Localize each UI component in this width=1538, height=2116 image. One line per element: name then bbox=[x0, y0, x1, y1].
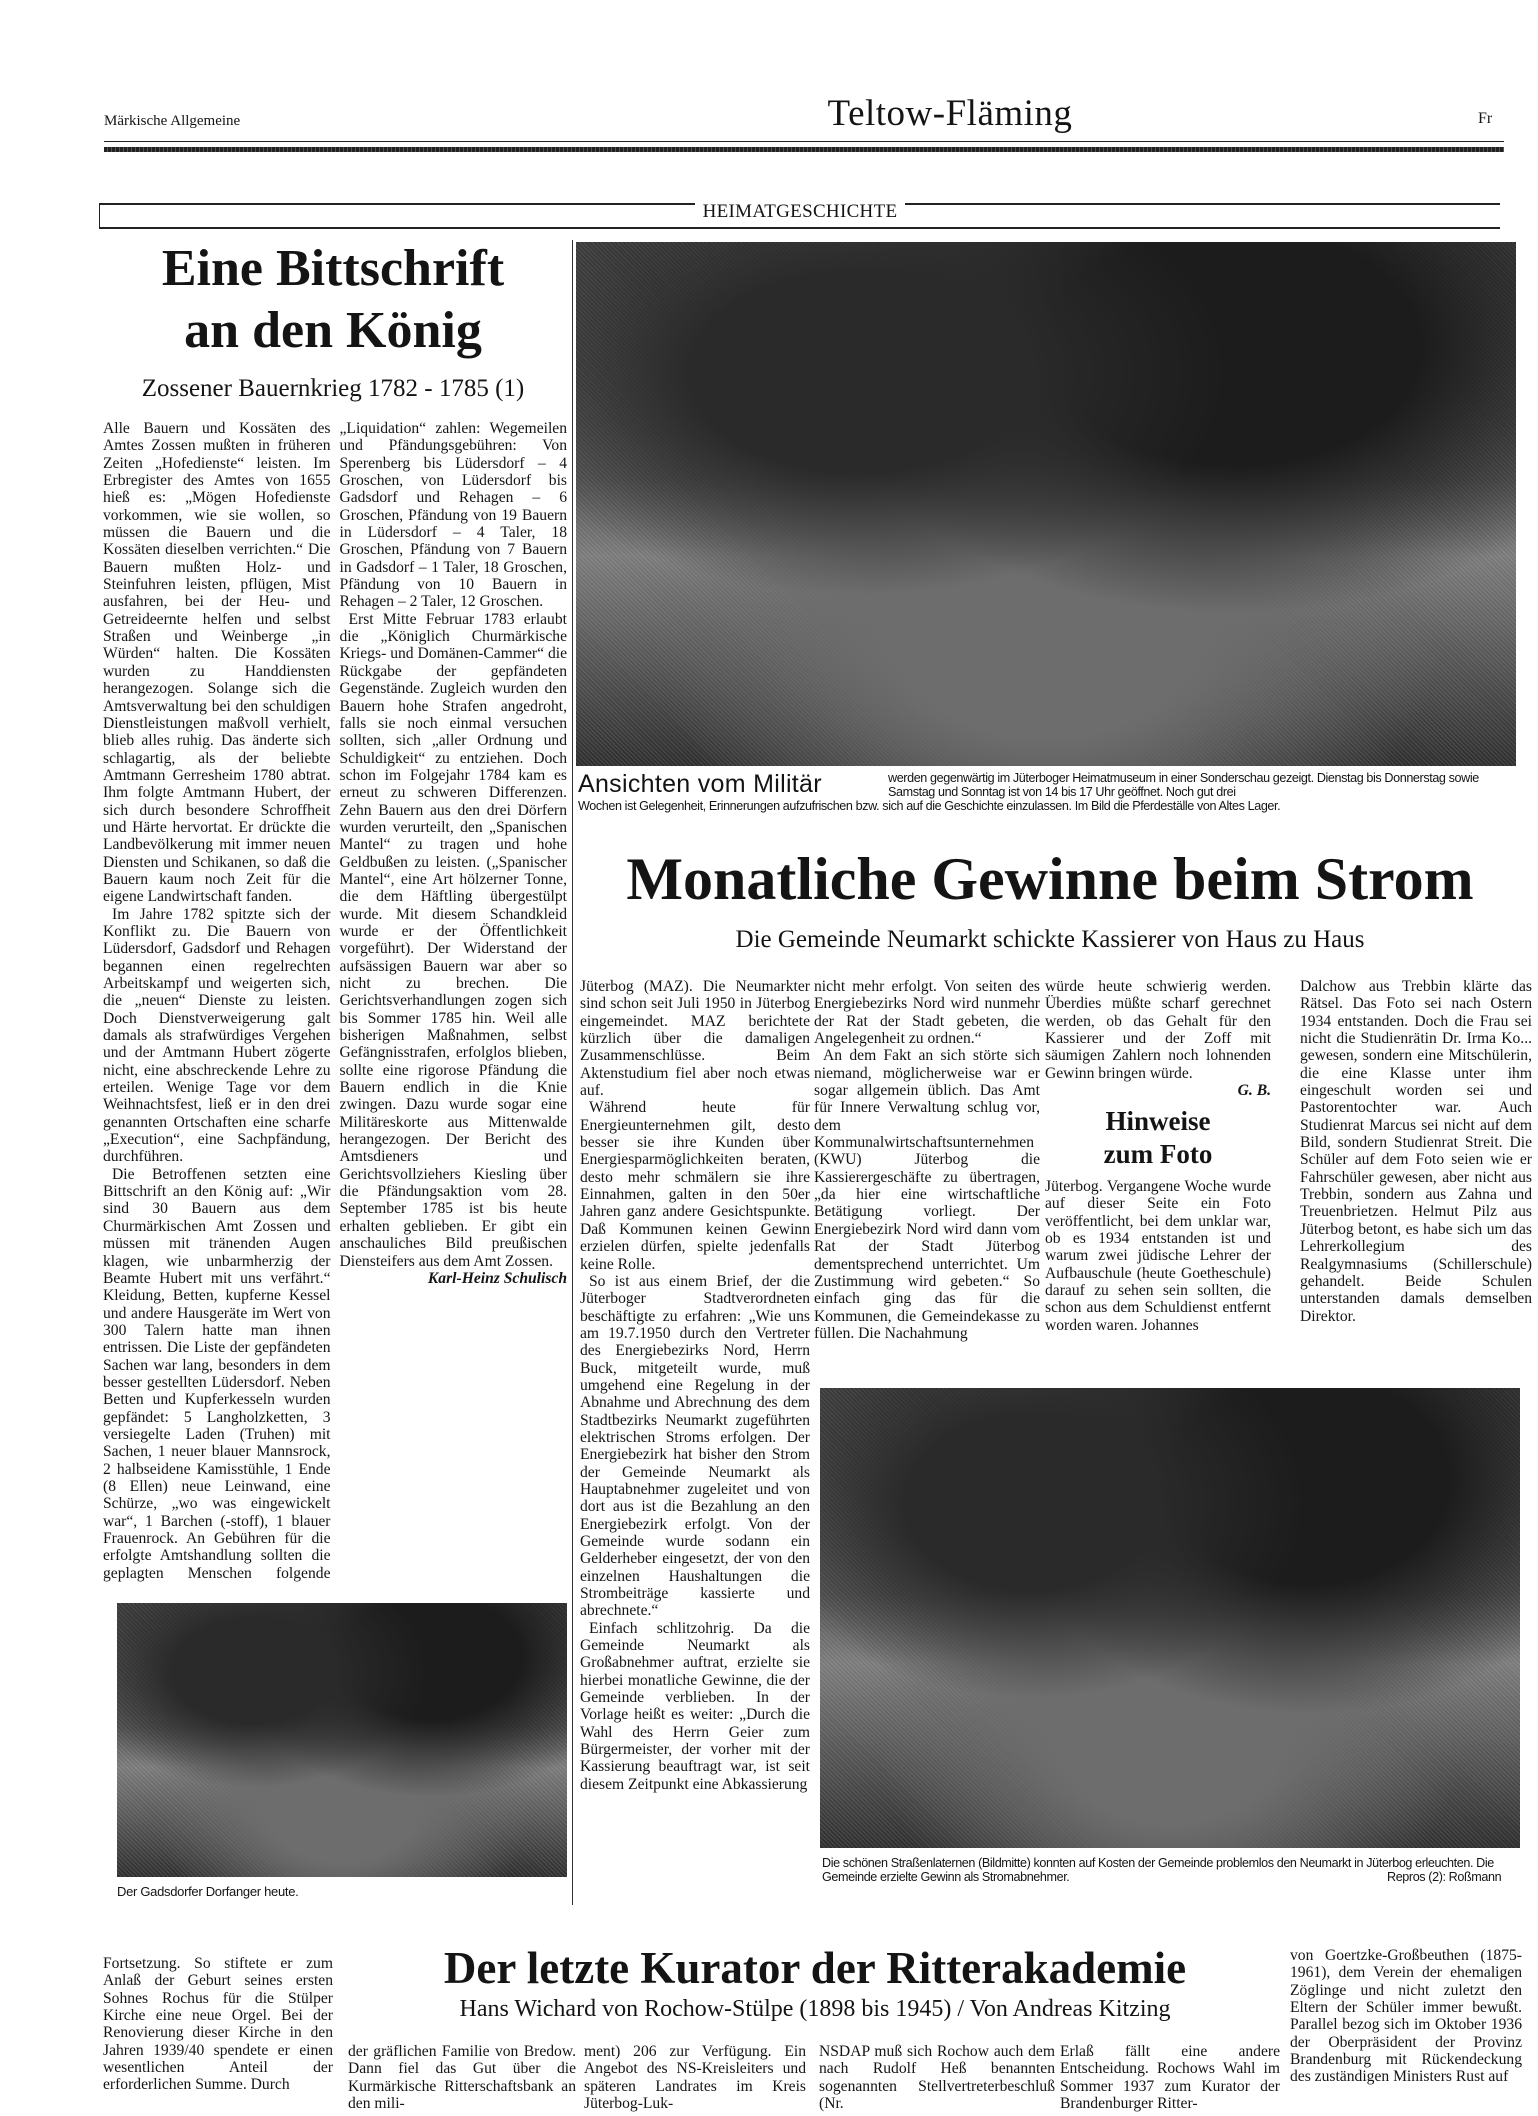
article3-column-5 bbox=[1060, 2043, 1280, 2112]
paragraph: Einfach schlitzohrig. Da die Gemeinde Neumarkt als Großabnehmer auftrat, erzielte sie hierbei monatliche Gewinne, die der Gemeinde verblieben. In der Vorlage heißt es weiter: „Durch die Wahl des Herrn Geier zum Bürgermeister, der vorher mit der Kassierung beauftragt war, ist seit diesem Zeitpunkt eine Abkassierung bbox=[580, 1619, 810, 1793]
article3-subtitle: Hans Wichard von Rochow-Stülpe (1898 bis 1945) / Von Andreas Kitzing bbox=[459, 1996, 1171, 2022]
article3-headline: Der letzte Kurator der Ritterakademie bbox=[443, 1943, 1187, 1993]
paragraph: Im Jahre 1782 spitzte sich der Konflikt zu. Die Bauern von Lüdersdorf, Gadsdorf und Rehagen begannen einen regelrechten Arbeitskampf und weigerten sich, die „neuen“ Dienste zu leisten. Doch Dienstverweigerung galt damals als strafwürdiges Vergehen und der Amtmann Hubert zögerte nicht, eine abschreckende Lehre zu erteilen. Wenige Tage vor dem Weihnachtsfest, ließ er in den drei genannten Ortschaften eine scharfe „Execution“, eine Sachpfändung, durchführen. bbox=[103, 905, 331, 1166]
article2-column-1 bbox=[580, 978, 810, 1793]
article3-column-2 bbox=[348, 2043, 576, 2112]
paragraph: von Goertzke-Großbeuthen (1875-1961), dem Verein der ehemaligen Zöglinge und nicht zuletzt den Eltern der Schüler immer bewußt. Parallel bezog sich im Oktober 1936 der Oberpräsident der Provinz Brandenburg mit Rückendeckung des zuständigen Ministers Rust auf bbox=[1290, 1947, 1522, 2086]
photo-caption-text: Wochen ist Gelegenheit, Erinnerungen aufzufrischen bzw. sich auf die Geschichte einzulassen. Im Bild die Pferdeställe von Altes Lager. bbox=[578, 799, 1281, 813]
article2-author: G. B. bbox=[1237, 1082, 1271, 1100]
article3-column-3 bbox=[584, 2043, 806, 2112]
paragraph: Während heute für Energieunternehmen gilt, desto besser sie ihre Kunden über Energiesparmöglichkeiten beraten, desto mehr schmälern sie ihre Einnahmen, galten in den 50er Jahren ganz andere Gesichtspunkte. Daß Kommunen keinen Gewinn erzielen dürfen, spielte jedenfalls keine Rolle. bbox=[580, 1099, 810, 1273]
article3-column-6 bbox=[1290, 1947, 1522, 2086]
photo-street-lanterns bbox=[820, 1388, 1520, 1848]
article1-subtitle: Zossener Bauernkrieg 1782 - 1785 (1) bbox=[141, 375, 525, 402]
photo-caption-text: werden gegenwärtig im Jüterboger Heimatmuseum in einer Sonderschau gezeigt. Dienstag bis Donnerstag sowie Samstag und Sonntag ist von 14 bis 17 Uhr geöffnet. Noch gut drei bbox=[888, 771, 1479, 799]
article1-author: Karl-Heinz Schulisch bbox=[427, 1269, 567, 1287]
paragraph: An dem Fakt an sich störte sich niemand, möglicherweise war er sogar allgemein üblich. Das Amt für Innere Verwaltung schlug vor, dem Kommunalwirtschaftsunternehmen (KWU) Jüterbog die Kassierergeschäfte zu übertragen, „da hier eine wirtschaftliche Betätigung vorliegt. Der Energiebezirk Nord wird dann vom Rat der Stadt Jüterbog dementsprechend unterrichtet. Um Zustimmung wird gebeten.“ So einfach ging das für die Kommunen, die Gemeindekasse zu füllen. Die Nachahmung bbox=[814, 1047, 1040, 1342]
article1-body bbox=[103, 420, 567, 1592]
masthead-date-fragment: Fr bbox=[1478, 110, 1493, 127]
article1-headline bbox=[103, 238, 563, 362]
photo-caption: Der Gadsdorfer Dorfanger heute. bbox=[117, 1884, 299, 1899]
section-label: HEIMATGESCHICHTE bbox=[695, 201, 906, 222]
notice-body bbox=[1045, 1178, 1271, 1334]
paragraph: nicht mehr erfolgt. Von seiten des Energiebezirks Nord wird nunmehr der Rat der Stadt gebeten, die Angelegenheit zu ordnen.“ bbox=[814, 978, 1040, 1048]
paragraph: Die Betroffenen setzten eine Bittschrift an den König auf: „Wir sind 30 Bauern aus dem Churmärkischen Amt Zossen und müssen mit tränenden Augen klagen, wie unbarmherzig der Beamte Hubert mit uns verfährt.“ Kleidung, Betten, kupferne Kessel und andere Hausgeräte im Wert von 300 Talern hatte man ihnen entrissen. Die Liste der gepfändeten Sachen war lang, besonders in dem besser gestellten Lüdersdorf. Neben Betten und Kupferkesseln wurden gepfändet: 5 Langholzketten, 3 versiegelte Laden (Truhen) mit Sachen, 1 neuer blauer Mannsrock, 2 halbseidene Kamisstühle, 1 Ende (8 Ellen) neue Leinwand, eine Schürze, „wo was eingewickelt war“, 1 Barchen (-stoff), 1 blauer Frauenrock. An Gebühren für die erfolgte Amtshandlung sollten die geplagten Menschen folgende „Liquidation“ zahlen: Wegemeilen und Pfändungsgebühren: Von Sperenberg bis Lüdersdorf – 4 Groschen, von Lüdersdorf bis Gadsdorf und Rehagen – 6 Groschen, Pfändung von 19 Bauern in Lüdersdorf – 4 Taler, 18 Groschen, Pfändung von 7 Bauern in Gadsdorf – 1 Taler, 18 Groschen, Pfändung von 10 Bauern in Rehagen – 2 Taler, 12 Groschen. bbox=[103, 420, 567, 1582]
masthead-thick-rule bbox=[104, 147, 1504, 152]
column-divider bbox=[572, 240, 573, 1905]
photo-gadsdorf-village-green bbox=[117, 1603, 567, 1877]
photo-caption-title: Ansichten vom Militär bbox=[578, 770, 822, 798]
article3-column-1 bbox=[103, 1955, 333, 2094]
headline-line2: an den König bbox=[184, 302, 482, 359]
paragraph: der gräflichen Familie von Bredow. Dann fiel das Gut über die Kurmärkische Ritterschaftsbank an den mili- bbox=[348, 2043, 576, 2113]
photo-credit: Repros (2): Roßmann bbox=[1387, 1870, 1502, 1884]
paragraph: würde heute schwierig werden. Überdies müßte scharf gerechnet werden, ob das Gehalt für den Kassierer und der Zoff mit säumigen Zahlern noch lohnenden Gewinn bringen würde. bbox=[1045, 978, 1271, 1082]
article3-column-4 bbox=[819, 2043, 1055, 2112]
article2-headline: Monatliche Gewinne beim Strom bbox=[626, 846, 1474, 912]
notice-body-continued bbox=[1300, 978, 1532, 1325]
notice-headline-line2: zum Foto bbox=[1103, 1139, 1213, 1169]
masthead-rule bbox=[104, 141, 1504, 142]
paragraph: Jüterbog. Vergangene Woche wurde auf dieser Seite ein Foto veröffentlicht, bei dem unklar war, ob es 1934 entstanden ist und warum zwei jüdische Lehrer der Aufbauschule (heute Goetheschule) darauf zu sehen sein sollten, die schon aus dem Schuldienst entfernt worden waren. Johannes bbox=[1045, 1178, 1271, 1334]
paragraph: Dalchow aus Trebbin klärte das Rätsel. Das Foto sei nach Ostern 1934 entstanden. Doch die Frau sei nicht die Studienrätin Dr. Irma Ko... gewesen, sondern eine Mitschülerin, die eine Klasse unter ihm eingeschult worden sei und Pastorentochter war. Auch Studienrat Marcus sei nicht auf dem Bild, sondern Studienrat Streit. Die Schüler auf dem Foto seien wie er Fahrschüler gewesen, aber nicht aus Trebbin, sondern aus Zahna und Treuenbrietzen. Helmut Pilz aus Jüterbog betont, es habe sich um das Lehrerkollegium des Realgymnasiums (Schillerschule) gehandelt. Beide Schulen unterstanden damals demselben Direktor. bbox=[1300, 978, 1532, 1325]
notice-headline bbox=[1045, 1105, 1271, 1171]
paragraph: Fortsetzung. So stiftete er zum Anlaß der Geburt seines ersten Sohnes Rochus für die Stülper Kirche eine neue Orgel. Bei der Renovierung dieser Kirche in den Jahren 1939/40 spendete er einen wesentlichen Anteil der erforderlichen Summe. Durch bbox=[103, 1955, 333, 2094]
photo-caption bbox=[822, 1856, 1522, 1884]
article2-column-3 bbox=[1045, 978, 1271, 1099]
paragraph: Alle Bauern und Kossäten des Amtes Zossen mußten in früheren Zeiten „Hofedienste“ leisten. Im Erbregister des Amtes von 1655 hieß es: „Mögen Hofedienste vorkommen, wie sie wollen, so müssen die Bauern und die Kossäten dieselben verrichten.“ Die Bauern mußten Holz- und Steinfuhren leisten, pflügen, Mist ausfahren, bei der Heu- und Getreideernte helfen und selbst Straßen und Weinberge „in Würden“ halten. Die Kossäten wurden zu Handdiensten herangezogen. Solange sich die Amtsverwaltung bei den schuldigen Dienstleistungen maßvoll verhielt, blieb alles ruhig. Das änderte sich schlagartig, als der beliebte Amtmann Gerresheim 1780 abtrat. Ihm folgte Amtmann Hubert, der sich durch besondere Schroffheit und Härte hervortat. Er drückte die Landbevölkerung mit immer neuen Diensten und Schikanen, so daß die Bauern kaum noch Zeit für die eigene Landwirtschaft fanden. bbox=[103, 420, 331, 906]
section-banner bbox=[99, 203, 1500, 229]
paragraph: So ist aus einem Brief, der die Jüterboger Stadtverordneten beschäftigte zu erfahren: „Wie uns am 19.7.1950 durch den Vertreter des Energiebezirks Nord, Herrn Buck, mitgeteilt wurde, muß umgehend eine Regelung in der Abnahme und Abrechnung des dem Stadtbezirks Neumarkt zugeführten elektrischen Stroms erfolgen. Der Energiebezirk hat bisher den Strom der Gemeinde Neumarkt als Hauptabnehmer zugeleitet und von dort aus ist die Bezahlung an den Energiebezirk erfolgt. Von der Gemeinde wurde sodann ein Gelderheber eingesetzt, der von den einzelnen Haushaltungen die Strombeiträge kassierte und abrechnete.“ bbox=[580, 1272, 810, 1620]
article2-subtitle: Die Gemeinde Neumarkt schickte Kassierer von Haus zu Haus bbox=[735, 926, 1365, 953]
photo-caption-text: Die schönen Straßenlaternen (Bildmitte) konnten auf Kosten der Gemeinde problemlos den Neumarkt in Jüterbog erleuchten. Die Gemeinde erzielte Gewinn als Stromabnehmer. bbox=[822, 1856, 1494, 1884]
newspaper-name: Märkische Allgemeine bbox=[104, 113, 241, 129]
paragraph: Erlaß fällt eine andere Entscheidung. Rochows Wahl im Sommer 1937 zum Kurator der Brandenburger Ritter- bbox=[1060, 2043, 1280, 2113]
regional-section-title: Teltow-Fläming bbox=[827, 93, 1073, 134]
notice-headline-line1: Hinweise bbox=[1105, 1106, 1211, 1136]
paragraph: NSDAP muß sich Rochow auch dem nach Rudolf Heß benannten sogenannten Stellvertreterbeschluß (Nr. bbox=[819, 2043, 1055, 2113]
article2-column-2 bbox=[814, 978, 1040, 1342]
paragraph: Jüterbog (MAZ). Die Neumarkter sind schon seit Juli 1950 in Jüterbog eingemeindet. MAZ berichtete kürzlich über die damaligen Zusammenschlüsse. Beim Aktenstudium fiel aber noch etwas auf. bbox=[580, 978, 810, 1100]
paragraph: ment) 206 zur Verfügung. Ein Angebot des NS-Kreisleiters und späteren Landrates im Kreis Jüterbog-Luk- bbox=[584, 2043, 806, 2113]
paragraph: Erst Mitte Februar 1783 erlaubt die „Königlich Churmärkische Kriegs- und Domänen-Cammer“ die Rückgabe der gepfändeten Gegenstände. Zugleich wurden den Bauern hohe Strafen angedroht, falls sie noch einmal versuchen sollten, sich „aller Ordnung und Schuldigkeit“ zu entziehen. Doch schon im Folgejahr 1784 kam es erneut zu schweren Differenzen. Zehn Bauern aus den drei Dörfern wurden verurteilt, den „Spanischen Mantel“ zu tragen und hohe Geldbußen zu leisten. („Spanischer Mantel“, eine Art hölzerner Tonne, die dem Häftling übergestülpt wurde. Mit diesem Schandkleid wurde er der Öffentlichkeit vorgeführt). Der Widerstand der aufsässigen Bauern war aber so nicht zu brechen. Die Gerichtsverhandlungen zogen sich bis Sommer 1785 hin. Weil alle bisherigen Maßnahmen, selbst Gefängnisstrafen, erfolglos blieben, sollte eine rigorose Pfändung die Bauern endlich in die Knie zwingen. Dazu wurde sogar eine Militäreskorte aus Mittenwalde herangezogen. Der Bericht des Amtsdieners und Gerichtsvollziehers Kiesling über die Pfändungsaktion vom 28. September 1785 ist bis heute erhalten geblieben. Er gibt ein anschauliches Bild preußischen Diensteifers aus dem Amt Zossen. bbox=[339, 610, 567, 1270]
headline-line1: Eine Bittschrift bbox=[161, 240, 505, 297]
photo-horse-stables bbox=[576, 242, 1516, 766]
